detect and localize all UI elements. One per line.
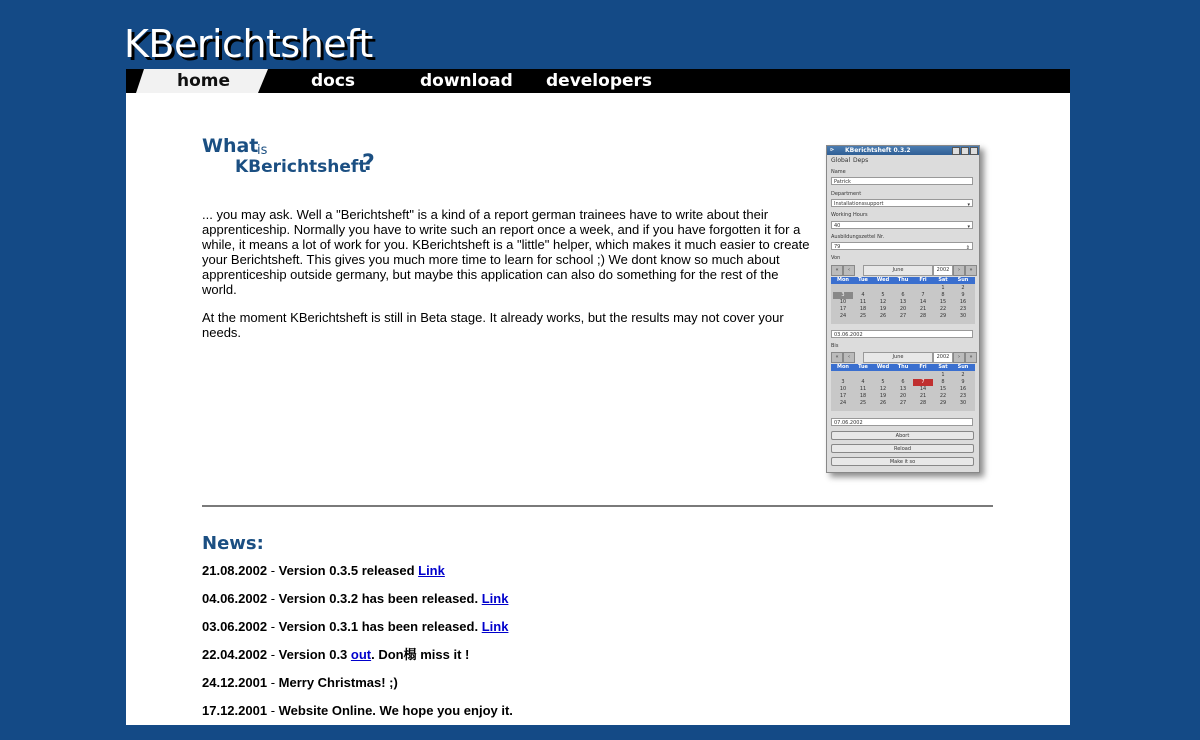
news-text: Version 0.3 [278, 647, 351, 662]
calendar-day: 7 [913, 379, 933, 386]
calendar-grid-from [831, 284, 975, 324]
calendar-day: 15 [939, 386, 947, 392]
calendar-day: 11 [859, 386, 867, 392]
calendar-nav-to [831, 352, 975, 362]
news-link[interactable]: Link [481, 619, 509, 634]
close-icon [970, 147, 978, 155]
calendar-day: 24 [839, 313, 847, 319]
screenshot-hours-value: 40 [834, 223, 841, 229]
screenshot-from-label: Von [831, 255, 841, 261]
prev-month-icon: ‹ [843, 265, 855, 276]
minimize-icon [952, 147, 960, 155]
next-year-icon: » [965, 352, 977, 363]
news-text: Version 0.3.5 released [278, 563, 419, 578]
calendar-day: 26 [879, 313, 887, 319]
calendar-weekday: Mon [837, 277, 849, 283]
news-text-after: . Don榻 miss it ! [371, 647, 470, 662]
news-date: 22.04.2002 [202, 647, 268, 662]
calendar-grid-to [831, 371, 975, 411]
calendar-day: 18 [859, 393, 867, 399]
screenshot-to-date: 07.06.2002 [831, 418, 973, 426]
app-window-icon: ⊳ [830, 147, 835, 153]
calendar-day: 13 [899, 386, 907, 392]
app-screenshot[interactable] [826, 145, 980, 473]
calendar-day: 13 [899, 299, 907, 305]
heading-name: KBerichtsheft [235, 157, 367, 177]
news-text: Website Online. We hope you enjoy it. [278, 703, 513, 718]
calendar-weekday: Sun [957, 277, 969, 283]
calendar-day: 18 [859, 306, 867, 312]
news-link[interactable]: Link [481, 591, 509, 606]
calendar-weekday: Thu [897, 364, 909, 370]
calendar-day: 8 [941, 379, 945, 385]
intro-paragraph: At the moment KBerichtsheft is still in Beta stage. It already works, but the results may not cover your needs. [202, 310, 784, 340]
news-item: 22.04.2002 - Version 0.3 out. Don榻 miss it ! [202, 647, 470, 662]
screenshot-menu-global: Global [831, 157, 851, 164]
prev-year-icon: « [831, 352, 843, 363]
calendar-day: 12 [879, 386, 887, 392]
news-link[interactable]: out [350, 647, 372, 662]
calendar-weekday: Sat [938, 364, 948, 370]
nav-home[interactable]: home [177, 71, 231, 91]
calendar-day: 2 [961, 285, 965, 291]
calendar-day: 21 [919, 306, 927, 312]
news-date: 03.06.2002 [202, 619, 268, 634]
nav-docs[interactable]: docs [311, 71, 356, 91]
calendar-day: 6 [901, 292, 905, 298]
main-content [126, 93, 1070, 725]
calendar-weekday: Tue [858, 364, 868, 370]
maximize-icon [961, 147, 969, 155]
calendar-day: 25 [859, 400, 867, 406]
calendar-year: 2002 [933, 265, 953, 276]
screenshot-menu-deps: Deps [853, 157, 869, 164]
calendar-day: 8 [941, 292, 945, 298]
calendar-day: 28 [919, 313, 927, 319]
calendar-weekday: Mon [837, 364, 849, 370]
section-divider [202, 505, 993, 507]
calendar-day: 2 [961, 372, 965, 378]
news-item: 03.06.2002 - Version 0.3.1 has been released. Link [202, 619, 509, 634]
calendar-day: 10 [839, 386, 847, 392]
calendar-day: 6 [901, 379, 905, 385]
intro-text [202, 207, 812, 353]
calendar-day: 1 [941, 372, 945, 378]
heading-is: is [257, 143, 268, 158]
calendar-weekday: Sun [957, 364, 969, 370]
calendar-weekday: Fri [919, 277, 927, 283]
calendar-day: 3 [833, 292, 853, 299]
screenshot-hours-label: Working Hours [831, 212, 868, 218]
calendar-day: 5 [881, 292, 885, 298]
prev-month-icon: ‹ [843, 352, 855, 363]
calendar-header-to [831, 364, 975, 371]
screenshot-hours-select [831, 221, 973, 229]
screenshot-nr-field [831, 242, 973, 250]
calendar-day: 17 [839, 306, 847, 312]
screenshot-from-date: 03.06.2002 [831, 330, 973, 338]
calendar-day: 24 [839, 400, 847, 406]
screenshot-make-it-so-button: Make it so [831, 457, 974, 466]
calendar-month: June [863, 265, 933, 276]
heading-what: What [202, 135, 259, 157]
calendar-day: 27 [899, 400, 907, 406]
screenshot-name-label: Name [831, 169, 846, 175]
news-date: 21.08.2002 [202, 563, 268, 578]
calendar-day: 5 [881, 379, 885, 385]
nav-developers[interactable]: developers [546, 71, 653, 91]
calendar-weekday: Wed [876, 277, 890, 283]
news-item: 24.12.2001 - Merry Christmas! ;) [202, 675, 398, 690]
nav-download[interactable]: download [420, 71, 513, 91]
calendar-header-from [831, 277, 975, 284]
chevron-down-icon: ▾ [967, 224, 970, 230]
calendar-day: 9 [961, 292, 965, 298]
calendar-day: 14 [919, 299, 927, 305]
calendar-day: 3 [841, 379, 845, 385]
next-month-icon: › [953, 265, 965, 276]
calendar-weekday: Fri [919, 364, 927, 370]
news-list [202, 563, 513, 725]
calendar-month: June [863, 352, 933, 363]
spinner-icon: ⇕ [965, 245, 970, 251]
news-item: 21.08.2002 - Version 0.3.5 released Link [202, 563, 445, 578]
calendar-day: 20 [899, 393, 907, 399]
calendar-day: 9 [961, 379, 965, 385]
calendar-day: 16 [959, 299, 967, 305]
calendar-day: 4 [861, 292, 865, 298]
news-item: 17.12.2001 - Website Online. We hope you enjoy it. [202, 703, 513, 718]
intro-paragraph: ... you may ask. Well a "Berichtsheft" is a kind of a report german trainees have to write about their apprenticeship. Normally you have to write such an report once a week, and if you have forgotten it for a while, it means a lot of work for you. KBerichtsheft is a "little" helper, which makes it much easier to create your Berichtsheft. This gives you much more time to learn for school ;) We dont know so much about apprenticeship outside germany, but maybe this application can also do something for the rest of the world. [202, 207, 810, 297]
news-text: Version 0.3.2 has been released. [278, 591, 482, 606]
calendar-year: 2002 [933, 352, 953, 363]
screenshot-department-value: Installationssupport [834, 201, 884, 207]
calendar-day: 29 [939, 313, 947, 319]
calendar-day: 4 [861, 379, 865, 385]
calendar-day: 12 [879, 299, 887, 305]
calendar-day: 11 [859, 299, 867, 305]
screenshot-name-field: Patrick [831, 177, 973, 185]
chevron-down-icon: ▾ [967, 202, 970, 208]
prev-year-icon: « [831, 265, 843, 276]
news-text: Merry Christmas! ;) [278, 675, 398, 690]
news-link[interactable]: Link [418, 563, 445, 578]
news-text: Version 0.3.1 has been released. [278, 619, 482, 634]
calendar-day: 22 [939, 393, 947, 399]
screenshot-abort-button: Abort [831, 431, 974, 440]
calendar-day: 29 [939, 400, 947, 406]
news-date: 17.12.2001 [202, 703, 268, 718]
screenshot-department-select [831, 199, 973, 207]
calendar-day: 30 [959, 400, 967, 406]
calendar-day: 21 [919, 393, 927, 399]
calendar-nav-from [831, 265, 975, 275]
news-title: News: [202, 533, 264, 554]
calendar-day: 16 [959, 386, 967, 392]
calendar-day: 19 [879, 393, 887, 399]
next-month-icon: › [953, 352, 965, 363]
calendar-day: 25 [859, 313, 867, 319]
calendar-day: 22 [939, 306, 947, 312]
calendar-day: 19 [879, 306, 887, 312]
calendar-day: 14 [919, 386, 927, 392]
screenshot-nr-label: Ausbildungszettel Nr. [831, 234, 885, 240]
calendar-day: 15 [939, 299, 947, 305]
calendar-day: 1 [941, 285, 945, 291]
calendar-weekday: Tue [858, 277, 868, 283]
screenshot-titlebar [827, 146, 979, 155]
calendar-weekday: Wed [876, 364, 890, 370]
calendar-day: 23 [959, 306, 967, 312]
calendar-day: 10 [839, 299, 847, 305]
calendar-day: 27 [899, 313, 907, 319]
calendar-day: 20 [899, 306, 907, 312]
screenshot-department-label: Department [831, 191, 862, 197]
calendar-day: 23 [959, 393, 967, 399]
calendar-day: 17 [839, 393, 847, 399]
news-date: 04.06.2002 [202, 591, 268, 606]
calendar-weekday: Thu [897, 277, 909, 283]
calendar-day: 7 [921, 292, 925, 298]
next-year-icon: » [965, 265, 977, 276]
screenshot-title: KBerichtsheft 0.3.2 [845, 147, 911, 154]
site-logo[interactable]: KBerichtsheft [124, 22, 373, 66]
calendar-day: 26 [879, 400, 887, 406]
news-date: 24.12.2001 [202, 675, 268, 690]
calendar-weekday: Sat [938, 277, 948, 283]
screenshot-nr-value: 79 [834, 244, 841, 250]
calendar-day: 28 [919, 400, 927, 406]
screenshot-reload-button: Reload [831, 444, 974, 453]
news-item: 04.06.2002 - Version 0.3.2 has been released. Link [202, 591, 509, 606]
calendar-day: 30 [959, 313, 967, 319]
screenshot-to-label: Bis [831, 343, 839, 349]
heading-question-mark: ? [362, 151, 375, 176]
